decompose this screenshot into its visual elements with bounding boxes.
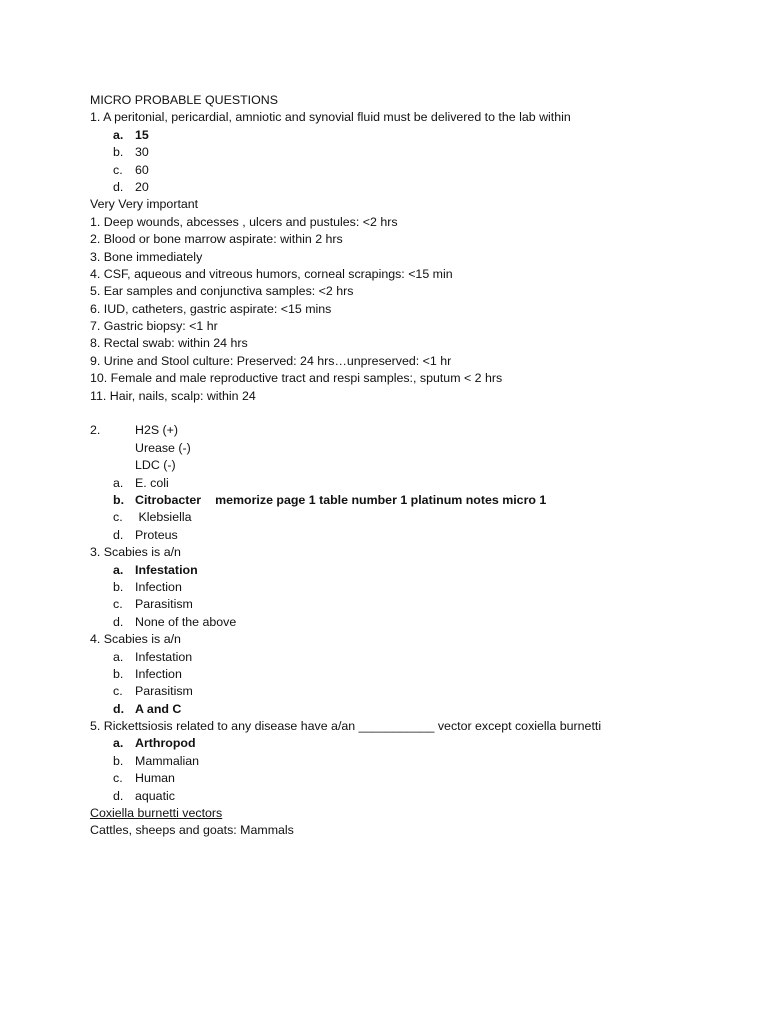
q4-option-c-text: Parasitism (135, 684, 193, 699)
q1-stem: 1. A peritonial, pericardial, amniotic and synovial fluid must be delivered to the lab within (90, 110, 571, 125)
q4-option-c (90, 683, 750, 700)
q5-option-b-label: b. (113, 753, 124, 768)
important-item: 8. Rectal swab: within 24 hrs (90, 336, 248, 351)
q5-option-a-text: Arthropod (135, 736, 196, 751)
q4-option-d (90, 701, 750, 718)
q3-option-d (90, 614, 750, 631)
q5-stem: 5. Rickettsiosis related to any disease have a/an ___________ vector except coxiella burnetti (90, 719, 602, 734)
q5-option-a-label: a. (113, 736, 124, 751)
q2-criteria-line (90, 422, 750, 439)
q5-option-d (90, 788, 750, 805)
important-item: 5. Ear samples and conjunctiva samples: <2 hrs (90, 284, 354, 299)
q3-option-d-text: None of the above (135, 614, 237, 629)
q5-option-b-text: Mammalian (135, 753, 200, 768)
q3-option-a-text: Infestation (135, 562, 198, 577)
q1-option-c (90, 162, 750, 179)
q5-option-d-label: d. (113, 788, 124, 803)
q4-option-d-text: A and C (135, 701, 182, 716)
q3-option-c (90, 596, 750, 613)
q5-option-a (90, 735, 750, 752)
important-item: 9. Urine and Stool culture: Preserved: 24 hrs…unpreserved: <1 hr (90, 353, 452, 368)
q2-number: 2. (90, 423, 101, 438)
q1-option-a (90, 127, 750, 144)
q2-option-d-label: d. (113, 527, 124, 542)
q3-option-b-text: Infection (135, 579, 182, 594)
q4-stem: 4. Scabies is a/n (90, 632, 181, 647)
q3-option-c-text: Parasitism (135, 597, 193, 612)
q5-option-c (90, 770, 750, 787)
q2-option-d (90, 527, 750, 544)
q1-option-b-label: b. (113, 145, 124, 160)
q3-option-a-label: a. (113, 562, 124, 577)
q1-option-b-text: 30 (135, 145, 149, 160)
q2-option-c-label: c. (113, 510, 123, 525)
q1-option-a-label: a. (113, 127, 124, 142)
q5-option-d-text: aquatic (135, 788, 175, 803)
q3-option-b-label: b. (113, 579, 124, 594)
q1-option-d-text: 20 (135, 179, 149, 194)
q2-option-c (90, 509, 750, 526)
q1-option-c-text: 60 (135, 162, 149, 177)
q2-criterion: LDC (-) (135, 458, 176, 473)
important-item: 11. Hair, nails, scalp: within 24 (90, 388, 256, 403)
q5-option-c-label: c. (113, 771, 123, 786)
important-item: 10. Female and male reproductive tract and respi samples:, sputum < 2 hrs (90, 371, 503, 386)
coxiella-heading: Coxiella burnetti vectors (90, 806, 223, 821)
q4-option-c-label: c. (113, 684, 123, 699)
q2-criterion: H2S (+) (135, 423, 179, 438)
q3-option-d-label: d. (113, 614, 124, 629)
q1-option-d (90, 179, 750, 196)
important-item: 4. CSF, aqueous and vitreous humors, corneal scrapings: <15 min (90, 266, 453, 281)
q1-option-c-label: c. (113, 162, 123, 177)
q1-option-b (90, 144, 750, 161)
important-item: 2. Blood or bone marrow aspirate: within 2 hrs (90, 232, 343, 247)
q2-study-note: memorize page 1 table number 1 platinum notes micro 1 (215, 492, 547, 507)
q3-option-c-label: c. (113, 597, 123, 612)
q2-option-c-text: Klebsiella (135, 510, 192, 525)
q4-option-d-label: d. (113, 701, 125, 716)
important-item: 6. IUD, catheters, gastric aspirate: <15 mins (90, 301, 332, 316)
q2-option-b (90, 492, 750, 509)
q5-option-b (90, 753, 750, 770)
q2-option-a-text: E. coli (135, 475, 169, 490)
coxiella-text: Cattles, sheeps and goats: Mammals (90, 823, 294, 838)
q4-option-a (90, 649, 750, 666)
q2-option-a (90, 475, 750, 492)
q2-option-d-text: Proteus (135, 527, 178, 542)
q2-option-b-label: b. (113, 492, 125, 507)
q4-option-b-text: Infection (135, 666, 182, 681)
q5-option-c-text: Human (135, 771, 175, 786)
q4-option-a-text: Infestation (135, 649, 193, 664)
q4-option-a-label: a. (113, 649, 124, 664)
important-heading: Very Very important (90, 197, 199, 212)
important-item: 7. Gastric biopsy: <1 hr (90, 319, 218, 334)
q1-option-d-label: d. (113, 179, 124, 194)
important-item: 1. Deep wounds, abcesses , ulcers and pustules: <2 hrs (90, 214, 398, 229)
q2-criterion: Urease (-) (135, 440, 191, 455)
q2-option-a-label: a. (113, 475, 124, 490)
coxiella-heading-line (90, 805, 750, 822)
q2-option-b-text: Citrobacter (135, 492, 202, 507)
q3-stem: 3. Scabies is a/n (90, 545, 181, 560)
q3-option-b (90, 579, 750, 596)
important-item: 3. Bone immediately (90, 249, 203, 264)
q4-option-b (90, 666, 750, 683)
spacer (90, 405, 750, 422)
q3-option-a (90, 562, 750, 579)
document-page (90, 92, 750, 840)
q1-option-a-text: 15 (135, 127, 149, 142)
document-title: MICRO PROBABLE QUESTIONS (90, 93, 278, 107)
q4-option-b-label: b. (113, 666, 124, 681)
